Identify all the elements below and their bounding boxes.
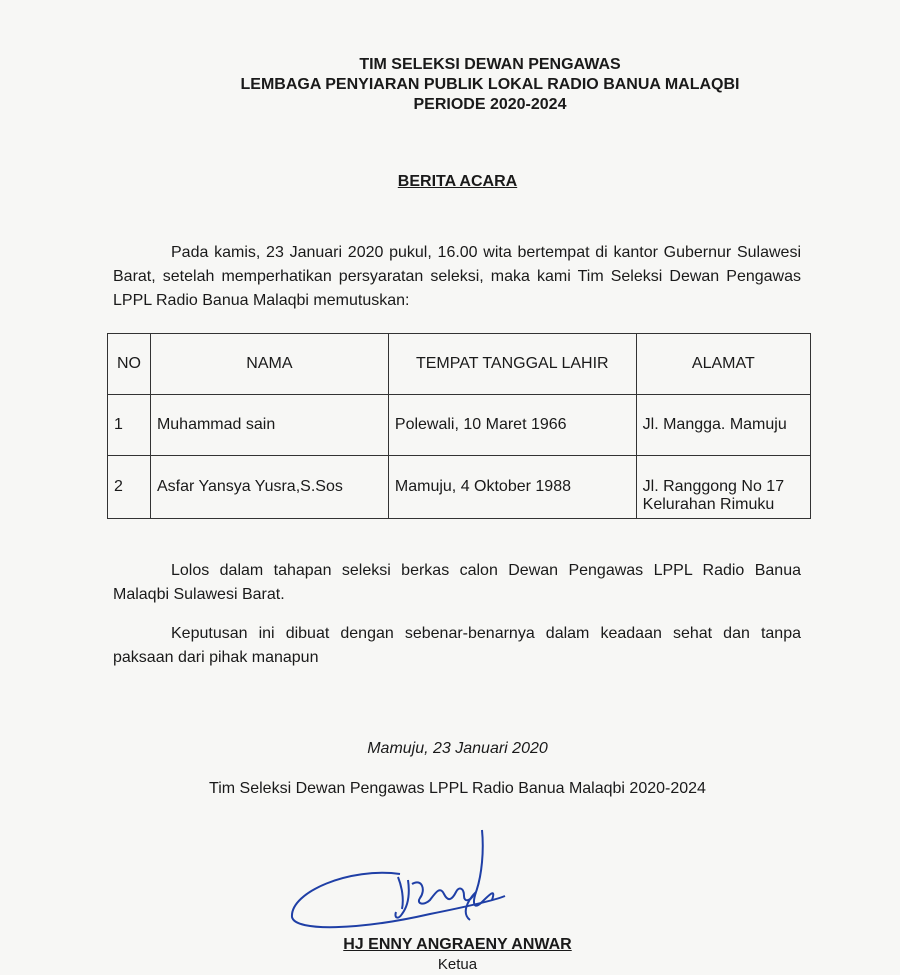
cell-nama: Muhammad sain (150, 395, 388, 456)
cell-alamat: Jl. Ranggong No 17 Kelurahan Rimuku (636, 456, 810, 519)
signer-role (0, 956, 900, 973)
table-row (108, 456, 811, 519)
document-title (0, 173, 900, 191)
cell-ttl: Mamuju, 4 Oktober 1988 (388, 456, 636, 519)
statement-paragraph: Keputusan ini dibuat dengan sebenar-benarnya dalam keadaan sehat dan tanpa paksaan dari pihak manapun (113, 625, 801, 666)
header-ttl: TEMPAT TANGGAL LAHIR (388, 334, 636, 395)
header-alamat: ALAMAT (636, 334, 810, 395)
header-line-2: LEMBAGA PENYIARAN PUBLIK LOKAL RADIO BANUA MALAQBI (240, 76, 740, 93)
header-nama: NAMA (150, 334, 388, 395)
cell-no: 2 (108, 456, 151, 519)
place-date-text: Mamuju, 23 Januari 2020 (367, 740, 548, 757)
header-no: NO (108, 334, 151, 395)
team-name (0, 780, 900, 798)
result-paragraph: Lolos dalam tahapan seleksi berkas calon Dewan Pengawas LPPL Radio Banua Malaqbi Sulawesi Barat. (113, 562, 801, 603)
cell-ttl: Polewali, 10 Maret 1966 (388, 395, 636, 456)
cell-nama: Asfar Yansya Yusra,S.Sos (150, 456, 388, 519)
table-header-row (108, 334, 811, 395)
header-line-1: TIM SELEKSI DEWAN PENGAWAS (359, 56, 621, 73)
signer-role-text: Ketua (437, 956, 478, 973)
cell-alamat: Jl. Mangga. Mamuju (636, 395, 810, 456)
table-row (108, 395, 811, 456)
cell-no: 1 (108, 395, 151, 456)
document-title-text: BERITA ACARA (397, 173, 518, 190)
signer-name (0, 936, 900, 954)
place-date (0, 740, 900, 758)
header-line-3: PERIODE 2020-2024 (413, 96, 567, 113)
intro-paragraph: Pada kamis, 23 Januari 2020 pukul, 16.00 wita bertempat di kantor Gubernur Sulawesi Barat, setelah memperhatikan persyaratan seleksi, maka kami Tim Seleksi Dewan Pengawas LPPL Radio Banua Malaqbi memutuskan: (113, 244, 801, 309)
signature-image (280, 822, 540, 942)
candidates-table (107, 333, 811, 519)
document-header (0, 55, 900, 115)
signer-name-text: HJ ENNY ANGRAENY ANWAR (343, 936, 572, 953)
team-name-text: Tim Seleksi Dewan Pengawas LPPL Radio Banua Malaqbi 2020-2024 (209, 780, 706, 797)
